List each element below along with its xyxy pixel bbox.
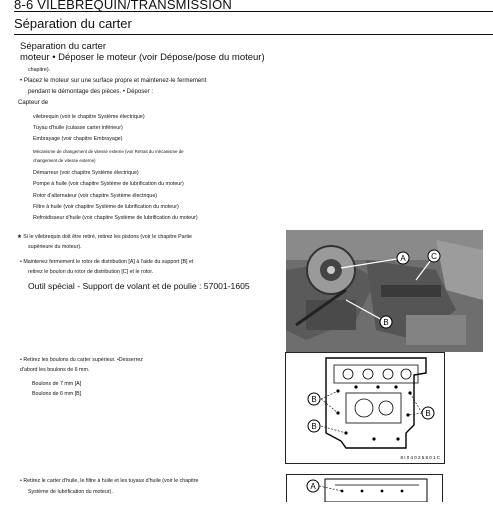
- label-a: [307, 480, 319, 492]
- list-item: Filtre à huile (voir chapitre Système de lubrification du moteur): [33, 204, 179, 210]
- svg-text:C: C: [431, 252, 437, 261]
- section-rule: [14, 34, 493, 35]
- intro-line: pendant le démontage des pièces. • Déposer :: [28, 88, 154, 95]
- list-item: Refroidisseur d'huile (voir chapitre Système de lubrification du moteur): [33, 215, 198, 221]
- svg-text:B: B: [383, 318, 389, 327]
- list-item: Démarreur (voir chapitre Système électrique): [33, 170, 139, 176]
- label-b-left: [308, 393, 320, 405]
- step1-line: retirez le boulon du rotor de distribution [C] et le rotor.: [28, 269, 154, 275]
- special-tool: Outil spécial - Support de volant et de poulie : 57001-1605: [28, 281, 250, 291]
- oil-pan-drawing: [287, 475, 442, 502]
- engine-photo: [286, 230, 483, 352]
- label-b-bottom: [308, 420, 320, 432]
- oil-pan-figure: [286, 474, 443, 502]
- svg-text:B: B: [311, 395, 317, 404]
- intro-heading: Séparation du carter: [20, 41, 107, 52]
- intro-line: moteur • Déposer le moteur (voir Dépose/pose du moteur): [20, 52, 265, 63]
- list-item: vilebrequin (voir le chapitre Système électrique): [33, 114, 145, 120]
- bolt-spec: Boulons de 6 mm [B]: [32, 391, 82, 397]
- engine-photo-figure: [286, 230, 483, 352]
- header-rule: [14, 11, 493, 12]
- crankcase-bolts-figure: [285, 352, 445, 464]
- step1-line: ★ Si le vilebrequin doit être retiré, retirez les pistons (voir le chapitre Partie: [17, 234, 192, 240]
- step2-line: • Retirez les boulons du carter supérieur. •Desserrez: [20, 357, 143, 363]
- step2-line: d'abord les boulons de 6 mm.: [20, 367, 90, 373]
- list-item: Mécanisme de changement de vitesse externe (voir Retrait du mécanisme de: [33, 149, 184, 154]
- step3-line: • Retirez le carter d'huile, le filtre à huile et les tuyaux d'huile (voir le chapitre: [20, 478, 199, 484]
- svg-text:A: A: [310, 482, 316, 491]
- list-item: Pompe à huile (voir chapitre Système de lubrification du moteur): [33, 181, 184, 187]
- svg-text:B: B: [311, 422, 317, 431]
- bolt-spec: Boulons de 7 mm [A]: [32, 381, 82, 387]
- label-b-right: [422, 407, 434, 419]
- svg-text:A: A: [400, 254, 406, 263]
- intro-line: • Placez le moteur sur une surface propre et maintenez-le fermement: [20, 77, 207, 84]
- intro-line: Capteur de: [18, 99, 49, 106]
- step3-line: Système de lubrification du moteur).: [28, 489, 113, 495]
- svg-text:B: B: [425, 409, 431, 418]
- figure-code: 8 I 0 4 0 2 5 8 0 1 C: [400, 455, 440, 460]
- list-item: Embrayage (voir chapitre Embrayage): [33, 136, 123, 142]
- page-header: 8-6 VILEBREQUIN/TRANSMISSION: [14, 0, 232, 12]
- list-item: Rotor d'alternateur (voir chapitre Système électrique): [33, 193, 158, 199]
- list-item: Tuyau d'huile (culasse carter inférieur): [33, 125, 123, 131]
- section-title: Séparation du carter: [14, 16, 132, 31]
- crankcase-drawing: [286, 353, 444, 463]
- step1-line: • Maintenez fermement le rotor de distribution [A] à l'aide du support [B] et: [20, 259, 194, 265]
- intro-line: chapitre).: [28, 67, 51, 73]
- step1-line: supérieure du moteur).: [28, 244, 82, 250]
- list-item: changement de vitesse externe): [33, 158, 96, 163]
